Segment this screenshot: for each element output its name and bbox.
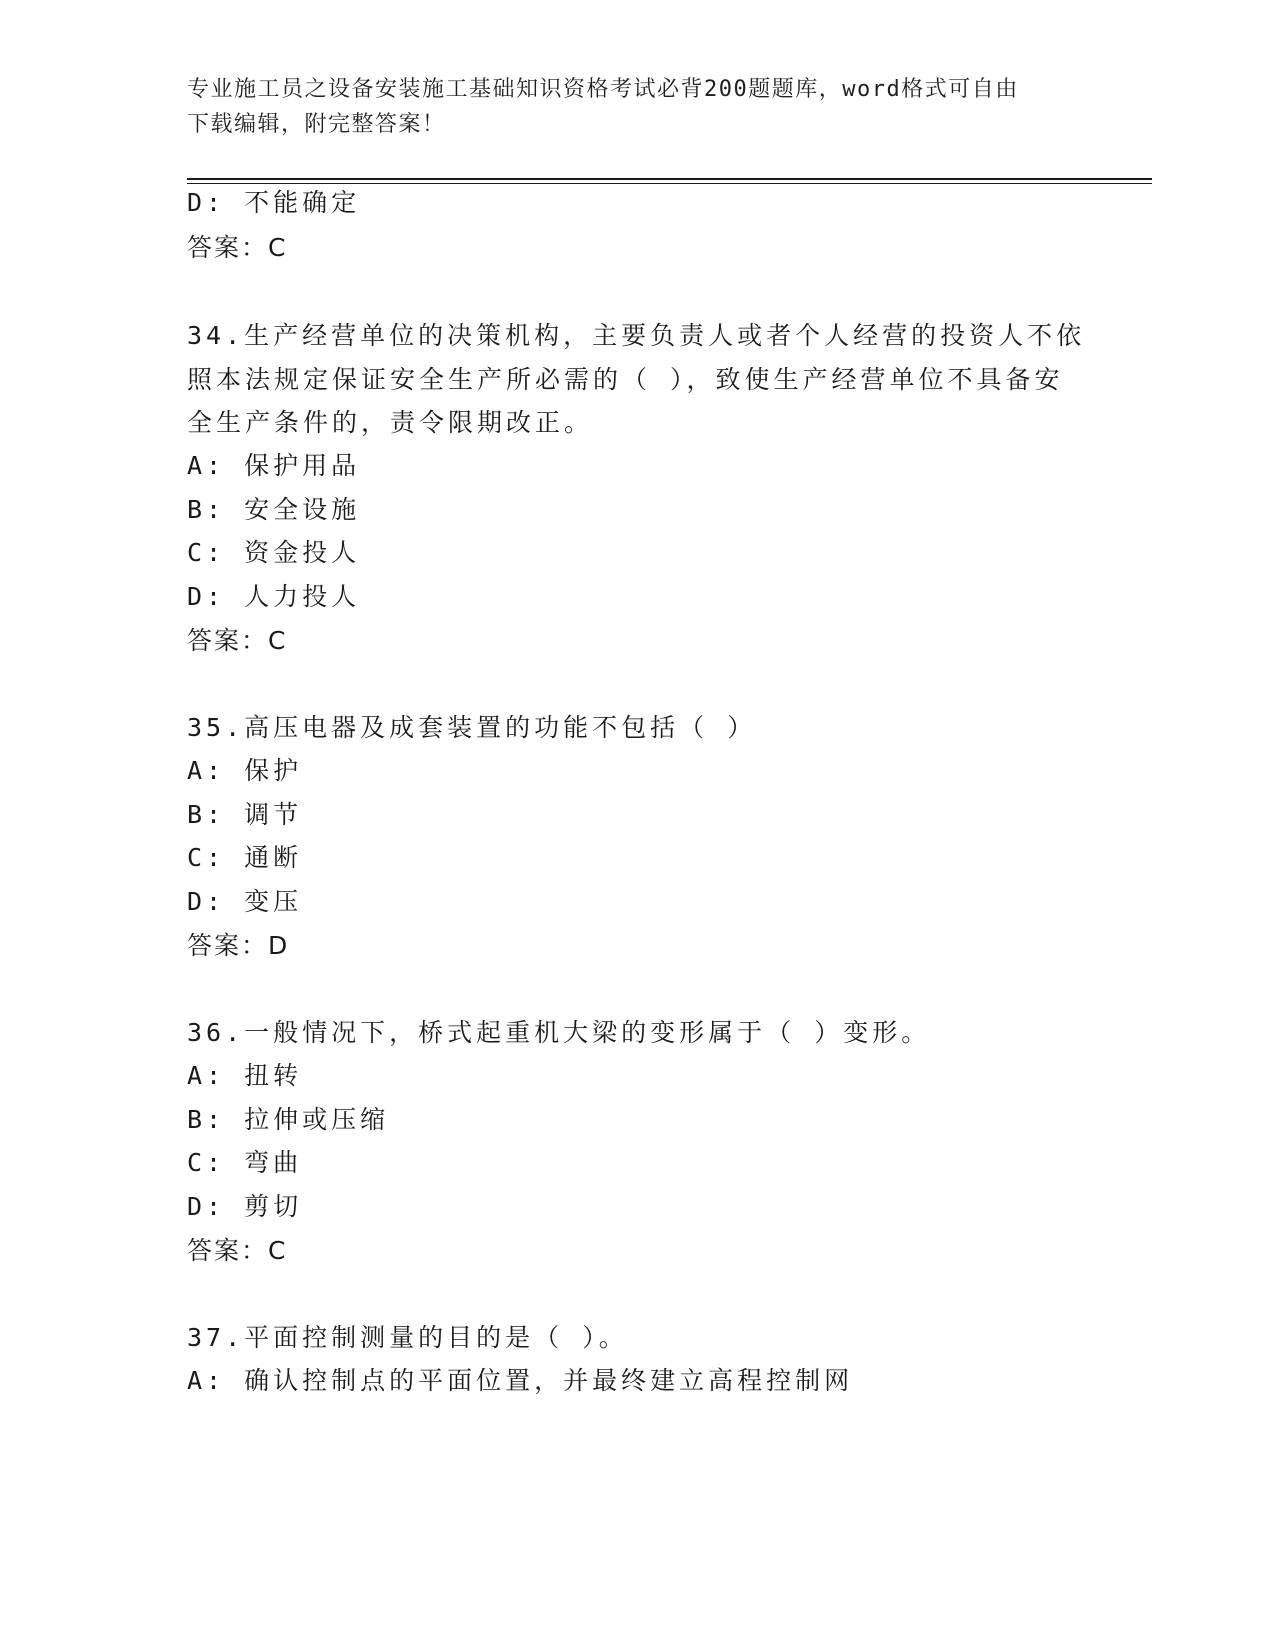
q34-option-b: B: 安全设施 — [187, 495, 361, 524]
q36-answer: 答案：C — [187, 1236, 288, 1265]
q37-text-line-1: 37.平面控制测量的目的是（ ）。 — [187, 1323, 628, 1352]
header-line-1: 专业施工员之设备安装施工基础知识资格考试必背200题题库，word格式可自由 — [187, 77, 1019, 102]
q35-option-d: D: 变压 — [187, 887, 303, 916]
q35-option-b: B: 调节 — [187, 800, 303, 829]
header-rule-thick — [187, 178, 1152, 180]
q34-text-line-3: 全生产条件的，责令限期改正。 — [187, 408, 594, 437]
q36-text-line-1: 36.一般情况下，桥式起重机大梁的变形属于（ ）变形。 — [187, 1018, 931, 1047]
prev-answer: 答案：C — [187, 233, 288, 262]
header-rule-thin — [187, 183, 1152, 184]
q36-option-c: C: 弯曲 — [187, 1148, 303, 1177]
header-line-2: 下载编辑，附完整答案！ — [187, 112, 446, 137]
page-header — [187, 72, 1067, 142]
prev-option-d: D: 不能确定 — [187, 188, 361, 217]
q34-text-line-2: 照本法规定保证安全生产所必需的（ ），致使生产经营单位不具备安 — [187, 365, 1064, 394]
q37-option-a: A: 确认控制点的平面位置，并最终建立高程控制网 — [187, 1366, 854, 1395]
q36-option-a: A: 扭转 — [187, 1061, 303, 1090]
q36-option-b: B: 拉伸或压缩 — [187, 1105, 390, 1134]
q36-option-d: D: 剪切 — [187, 1192, 303, 1221]
q35-text-line-1: 35.高压电器及成套装置的功能不包括（ ） — [187, 713, 757, 742]
q35-option-a: A: 保护 — [187, 756, 303, 785]
q35-option-c: C: 通断 — [187, 843, 303, 872]
q34-option-d: D: 人力投人 — [187, 582, 361, 611]
q34-answer: 答案：C — [187, 626, 288, 655]
q34-option-a: A: 保护用品 — [187, 451, 361, 480]
q34-option-c: C: 资金投人 — [187, 538, 361, 567]
q35-answer: 答案：D — [187, 931, 290, 960]
q34-text-line-1: 34.生产经营单位的决策机构，主要负责人或者个人经营的投资人不依 — [187, 321, 1086, 350]
